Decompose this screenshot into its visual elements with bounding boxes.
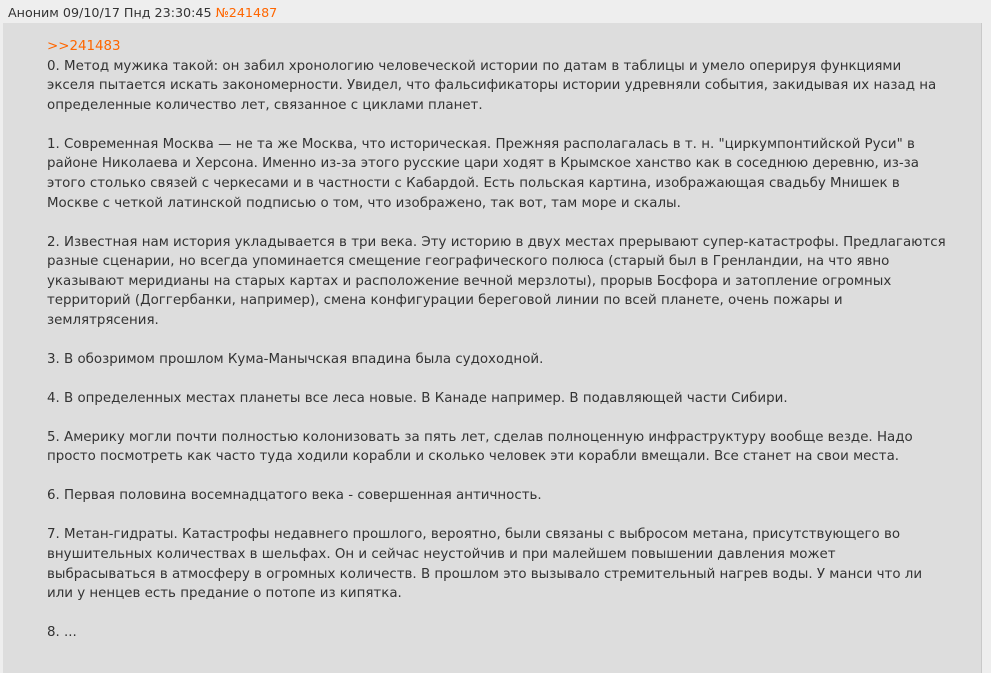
post-author: Аноним — [8, 5, 59, 20]
post-message — [47, 37, 947, 643]
post-header — [8, 4, 277, 22]
post-paragraph-6: 6. Первая половина восемнадцатого века - совершенная античность. — [47, 488, 542, 504]
page-scrollbar-track[interactable] — [982, 0, 991, 658]
post-paragraph-4: 4. В определенных местах планеты все леса новые. В Канаде например. В подавляющей части Сибири. — [47, 390, 788, 406]
post-paragraph-0: 0. Метод мужика такой: он забил хронологию человеческой истории по датам в таблицы и умело оперируя функциями экселя пытается искать закономерности. Увидел, что фальсификаторы истории удревняли события, закидывая их назад на определенные количество лет, связанное с циклами планет. — [47, 58, 937, 113]
post-paragraph-7: 7. Метан-гидраты. Катастрофы недавнего прошлого, вероятно, были связаны с выбросом метана, присутствующего во внушительных количествах в шельфах. Он и сейчас неустойчив и при малейшем повышении давления может выбрасываться в атмосферу в огромных количеств. В прошлом это вызывало стремительный нагрев воды. У манси что ли или у ненцев есть предание о потопе из кипятка. — [47, 527, 923, 602]
post-paragraph-2: 2. Известная нам история укладывается в три века. Эту историю в двух местах прерывают супер-катастрофы. Предлагаются разные сценарии, но всегда упоминается смещение географического полюса (старый был в Гренландии, на что явно указывают меридианы на старых картах и расположение вечной мерзлоты), прорыв Босфора и затопление огромных территорий (Доггербанки, например), смена конфигурации береговой линии по всей планете, очень пожары и землятрясения. — [47, 234, 946, 328]
post-paragraph-3: 3. В обозримом прошлом Кума-Манычская впадина была судоходной. — [47, 351, 544, 367]
post-datetime: 09/10/17 Пнд 23:30:45 — [62, 5, 212, 20]
post-number-link[interactable]: №241487 — [215, 5, 278, 20]
post-paragraph-1: 1. Современная Москва — не та же Москва, что историческая. Прежняя располагалась в т. н. "циркумпонтийской Руси" в районе Николаева и Херсона. Именно из-за этого русские цари ходят в Крымское ханство как в соседнюю деревню, из-за этого столько связей с черкесами и в частности с Кабардой. Есть польская картина, изображающая свадьбу Мнишек в Москве с четкой латинской подписью о том, что изображено, так вот, там море и скалы. — [47, 136, 919, 211]
reply-link[interactable]: >>241483 — [47, 39, 121, 54]
post-paragraph-8: 8. ... — [47, 625, 77, 641]
post-paragraph-5: 5. Америку могли почти полностью колонизовать за пять лет, сделав полноценную инфраструктуру вообще везде. Надо просто посмотреть как часто туда ходили корабли и сколько человек эти корабли вмещали. Все станет на свои места. — [47, 429, 913, 465]
